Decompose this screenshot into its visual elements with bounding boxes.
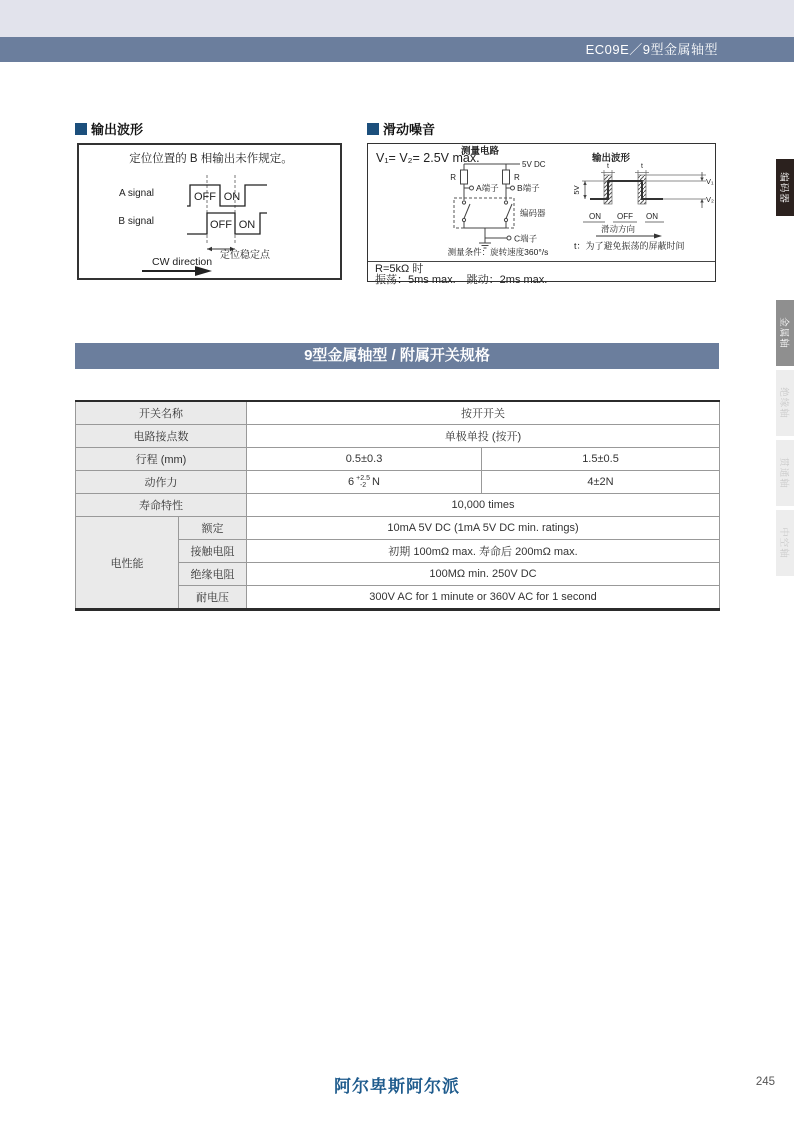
resistor-left-label: R	[450, 173, 456, 182]
t1-label: t	[607, 163, 609, 170]
v2-label: V₂	[706, 195, 714, 204]
waveform-note: 定位位置的 B 相输出未作规定。	[129, 153, 293, 165]
t-note: t：为了避免振荡的屏蔽时间	[574, 241, 685, 251]
encoder-outline	[454, 198, 514, 228]
slide-direction-arrow-icon	[654, 234, 662, 239]
b-on-label: ON	[238, 219, 256, 231]
row-label: 开关名称	[76, 401, 247, 425]
terminal-b-label: B端子	[517, 183, 540, 193]
table-row	[76, 425, 720, 448]
row-sub-label: 接触电阻	[179, 540, 247, 563]
terminal-a-label: A端子	[476, 183, 499, 193]
slide-direction-label: 滑动方向	[600, 224, 636, 234]
row-sub-label: 额定	[179, 517, 247, 540]
output-waveform-heading-text: 输出波形	[91, 122, 144, 137]
side-tab-metal-shaft	[776, 300, 794, 366]
table-row	[76, 517, 720, 540]
a-off-label: OFF	[194, 191, 216, 203]
page-number: 245	[755, 1076, 775, 1088]
output-waveform-box	[77, 143, 342, 280]
r-condition: R=5kΩ 时	[375, 263, 424, 275]
output-waveform-heading	[75, 122, 143, 138]
row-value: 300V AC for 1 minute or 360V AC for 1 second	[247, 586, 720, 610]
output-waveform-diagram	[79, 145, 340, 278]
circuit-title: 测量电路	[460, 146, 500, 157]
a-on-label: ON	[223, 191, 241, 203]
row-label: 电路接点数	[76, 425, 247, 448]
v1-label: V₁	[706, 177, 714, 186]
row-label: 寿命特性	[76, 494, 247, 517]
table-row	[76, 494, 720, 517]
noise-waveform-title: 输出波形	[591, 153, 631, 164]
row-value: 100MΩ min. 250V DC	[247, 563, 720, 586]
off-label: OFF	[617, 212, 633, 221]
row-value: 按开开关	[247, 401, 720, 425]
table-row	[76, 471, 720, 494]
side-tab-label: 中空轴	[778, 527, 790, 559]
side-tab-encoder	[776, 159, 794, 216]
sliding-noise-heading	[367, 122, 435, 138]
force-unit: N	[372, 475, 380, 488]
sliding-noise-box	[367, 143, 716, 286]
force-plus: +2.5	[356, 475, 370, 482]
axis-5v-label: 5V	[572, 185, 581, 195]
t2-label: t	[641, 163, 643, 170]
encoder-label: 编码器	[520, 208, 546, 218]
row-value-a: 0.5±0.3	[247, 448, 482, 471]
square-bullet-icon	[367, 123, 379, 135]
row-label: 行程 (mm)	[76, 448, 247, 471]
side-tab-insulated-shaft	[776, 370, 794, 436]
table-row	[76, 448, 720, 471]
row-value-a	[247, 471, 482, 494]
noise-condition: V₁= V₂= 2.5V max.	[376, 151, 480, 165]
on1-label: ON	[589, 212, 601, 221]
noise-results: 振荡：5ms max. 跳动：2ms max.	[375, 274, 548, 286]
force-base: 6	[348, 475, 355, 488]
row-group-label: 电性能	[76, 517, 179, 610]
row-value-b: 1.5±0.5	[482, 448, 720, 471]
supply-label: 5V DC	[522, 160, 546, 169]
square-bullet-icon	[75, 123, 87, 135]
terminal-c-label: C端子	[514, 233, 538, 244]
spec-table	[75, 400, 720, 611]
side-tab-label: 编码器	[778, 171, 790, 204]
cw-direction-label: CW direction	[152, 256, 213, 268]
on2-label: ON	[646, 212, 658, 221]
table-row	[76, 401, 720, 425]
page-header-title: EC09E／9型金属轴型	[0, 37, 794, 62]
section-title: 9型金属轴型 / 附属开关规格	[75, 343, 719, 369]
side-tab-through-shaft	[776, 440, 794, 506]
noise-result-band	[368, 261, 715, 284]
measure-condition: 测量条件：旋转速度360°/s	[447, 247, 549, 256]
resistor-left	[461, 170, 468, 184]
row-sub-label: 绝缘电阻	[179, 563, 247, 586]
top-strip	[0, 0, 794, 37]
resistor-right	[503, 170, 510, 184]
brand-logo-text: 阿尔卑斯阿尔派	[334, 1077, 460, 1096]
b-signal-label: B signal	[118, 216, 154, 227]
row-value: 单极单投 (按开)	[247, 425, 720, 448]
detent-point-label: 定位稳定点	[220, 250, 270, 261]
a-signal-label: A signal	[118, 188, 154, 199]
row-value: 10mA 5V DC (1mA 5V DC min. ratings)	[247, 517, 720, 540]
side-tab-label: 金属轴	[778, 317, 790, 349]
side-tab-label: 绝缘轴	[778, 387, 790, 419]
row-label: 动作力	[76, 471, 247, 494]
side-tab-hollow-shaft	[776, 510, 794, 576]
b-off-label: OFF	[210, 219, 232, 231]
row-value: 初期 100mΩ max. 寿命后 200mΩ max.	[247, 540, 720, 563]
resistor-right-label: R	[514, 173, 520, 182]
row-value-b: 4±2N	[482, 471, 720, 494]
row-sub-label: 耐电压	[179, 586, 247, 610]
sliding-noise-heading-text: 滑动噪音	[383, 122, 436, 137]
side-tab-label: 贯通轴	[778, 457, 790, 489]
force-minus: -2	[359, 482, 367, 489]
spec-table-container	[75, 400, 720, 611]
sliding-noise-diagram	[368, 144, 714, 256]
row-value: 10,000 times	[247, 494, 720, 517]
